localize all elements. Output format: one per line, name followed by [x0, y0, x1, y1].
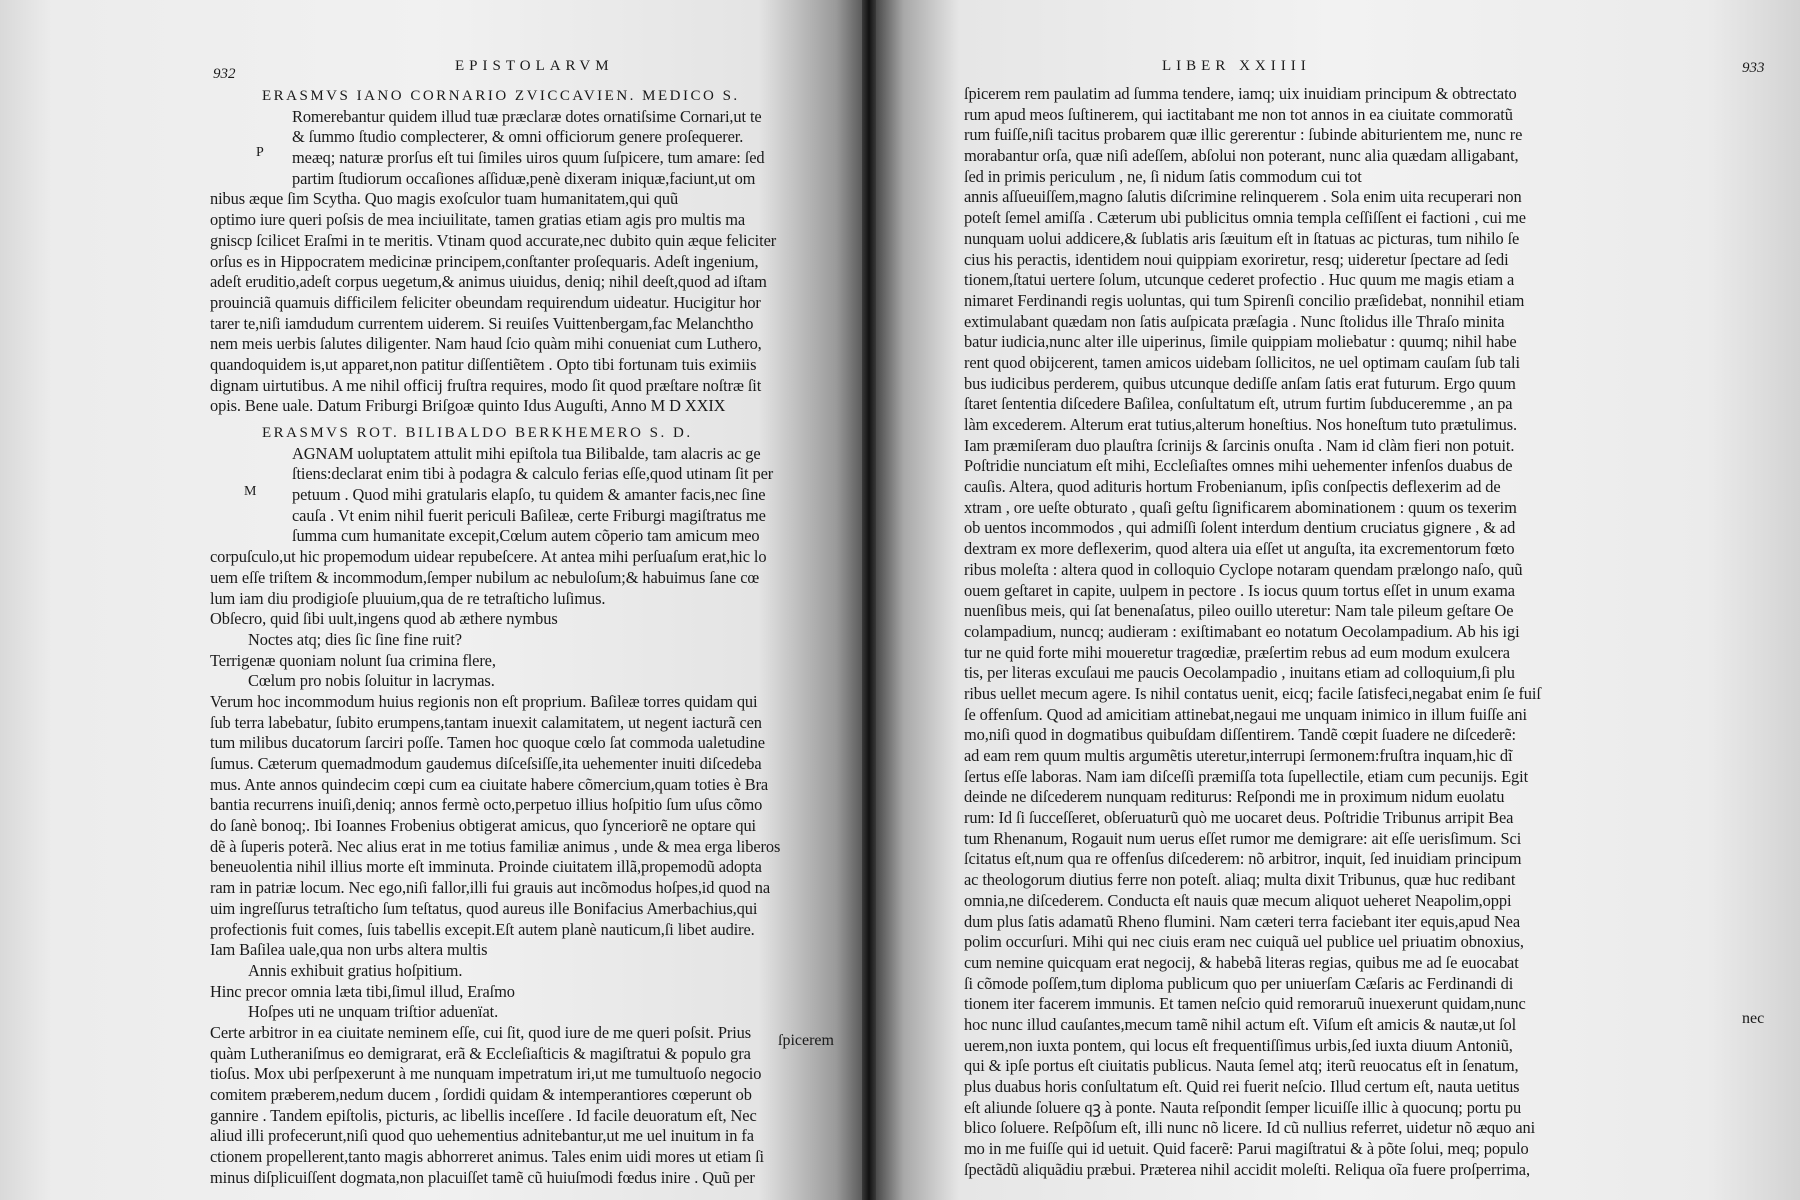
text-line: do ſanè bonoq;. Ibi Ioannes Frobenius obtigerat amicus, quo ſynceriorẽ ne optare qui: [210, 816, 757, 836]
text-line: AGNAM uoluptatem attulit mihi epiſtola tua Bilibalde, tam alacris ac ge: [292, 443, 761, 463]
text-line: dum plus ſatis adamatũ Rheno flumini. Nam cæteri terra faciebant iter equis,apud Nea: [964, 911, 1520, 931]
text-line: ſumma cum humanitate excepit,Cœlum autem cõperio tam amicum meo: [292, 526, 760, 546]
text-line: ctionem propellerent,tanto magis abhorreret animus. Tales enim uidi mores ut etiam ſi: [210, 1147, 765, 1167]
text-line: ad eam rem quum multis argumẽtis uteretur,interrupi ſermonem:fruſtra inquam,hic dĩ: [964, 746, 1513, 765]
text-line: plus duabus horis conſultatum eſt. Quid rei fuerit neſcio. Illud certum eſt, nauta uetitus: [964, 1077, 1520, 1096]
text-line: meæq; naturæ prorſus eſt tui ſimiles uiros quum ſuſpicere, tum amare: ſed: [292, 148, 765, 168]
text-line: poteſt ſemel amiſſa . Cæterum ubi publicitus omnia templa ceſſiſſent ei factioni , cui me: [964, 208, 1526, 228]
text-line: tis, per literas excuſaui me paucis Oecolampadio , inuitans etiam ad colloquium,ſi plu: [964, 663, 1515, 683]
text-line: tum Rhenanum, Rogauit num uerus eſſet rumor me demigrare: ait eſſe uerisſimum. Sci: [964, 828, 1522, 848]
catchword: nec: [1742, 1010, 1765, 1027]
text-line: polim occurſuri. Mihi qui nec ciuis eram nec cuiquã uel publice uel priuatim obnoxius,: [964, 932, 1524, 952]
text-line: ſed in primis periculum , ne, ſi nidum ſatis commodum cui tot: [964, 166, 1362, 186]
text-line: Iam præmiſeram duo plauſtra ſcrinijs & ſarcinis onuſta . Nam id clàm fieri non potuit.: [964, 435, 1515, 455]
text-line: extimulabant quædam non ſatis auſpicata præſagia . Nunc ſtolidus ille Thraſo minita: [964, 311, 1505, 331]
text-line: dignam uirtutibus. A me nihil officij fruſtra requires, modo ſit quod præſtare noſtræ ſit: [210, 375, 762, 395]
text-line: ſi cõmode poſſem,tum diploma publicum quo per uniuerſam Cæſaris ac Ferdinandi di: [964, 973, 1514, 993]
text-line: colampadium, nuncq; audieram : exiſtimabant eo notatum Oecolampadium. Ab his igi: [964, 621, 1520, 641]
text-line: minus diſplicuiſſent dogmata,non placuiſſet tamẽ cũ huiuſmodi fœdus inire . Quũ per: [210, 1167, 755, 1187]
text-line: bus iudicibus perderem, quibus utcunque dediſſe anſam ſatis erat futurum. Ergo quum: [964, 373, 1516, 393]
text-line: uim ingreſſurus tetraſticho ſum teſtatus, quod aureus ille Bonifacius Amerbachius,qui: [210, 898, 758, 918]
text-line: nimaret Ferdinandi regis uoluntas, qui tum Spirenſi concilio præſidebat, nonnihil etiam: [964, 290, 1525, 310]
text-line: tionem iter facerem immunis. Et tamen neſcio quid remoraruũ inuexerunt quidam,nunc: [964, 994, 1526, 1014]
text-line: batur iudicia,nunc alter ille uiperinus, ſimile quippiam moliebatur : quumq; nihil habe: [964, 332, 1517, 352]
text-line: deinde ne diſcederem nunquam rediturus: Reſpondi me in proximum nidum euolatu: [964, 787, 1505, 807]
text-line: ſtiens:declarat enim tibi à podagra & calculo ferias eſſe,quod utinam ſit per: [292, 464, 774, 484]
text-line: rent quod obijcerent, tamen amicos uidebam ſollicitos, ne uel optimam cauſam ſub tali: [964, 352, 1520, 372]
text-line: ſe offenſum. Quod ad amicitiam attinebat,negaui me unquam inimico in illum fuiſſe ani: [964, 704, 1527, 724]
text-line: tum milibus ducatorum ſarciri poſſe. Tamen hoc quoque cœlo ſat commoda ualetudine: [210, 733, 765, 753]
gutter: [862, 0, 876, 1200]
text-line: profectionis fuit comes, ſuis tabellis excepit.Eſt autem planè nauticum,ſi libet audire.: [210, 919, 755, 939]
text-line: ſcitatus eſt,num qua re offenſus diſcederem: nõ arbitror, inquit, ſed inuidiam principum: [964, 849, 1522, 869]
text-line: adeſt eruditio,adeſt corpus uegetum,& animus uiuidus, deniq; nihil deeſt,quod ad iſtam: [210, 272, 767, 292]
text-line: tur ne quid forte mihi moueretur tragœdiæ, præſertim rebus ad eum modum exulcera: [964, 642, 1510, 662]
text-line: prouinciã quamuis difficilem feliciter obeundam requirendum uideatur. Hucigitur hor: [210, 292, 761, 312]
text-line: Hoſpes uti ne unquam triſtior aduenïat.: [248, 1002, 499, 1022]
page-number: 933: [1742, 60, 1765, 76]
text-line: ribus uellet mecum agere. Is nihil contatus uenit, eicq; facile ſatisfeci,negabat enim ſe fuiſ: [964, 683, 1541, 703]
letter-heading: ERASMVS ROT. BILIBALDO BERKHEMERO S. D.: [262, 425, 693, 441]
text-line: eſt aliunde ſoluere qꝫ à ponte. Nauta reſpondit ſemper licuiſſe illic à quocunq; portu pu: [964, 1097, 1522, 1117]
text-line: ſpicerem rem paulatim ad ſumma tendere, iamq; uix inuidiam principum & obtrectato: [964, 84, 1517, 103]
running-head: LIBER XXIIII: [1162, 58, 1311, 74]
text-line: Noctes atq; dies ſic ſine fine ruit?: [248, 629, 462, 649]
text-line: rum fuiſſe,niſi tacitus probarem quæ illic gererentur : ſubinde abiturientem me, nunc re: [964, 125, 1523, 145]
text-line: orſus es in Hippocratem medicinæ principem,conſtanter proſequaris. Adeſt ingenium,: [210, 251, 759, 271]
text-line: comitem præberem,nedum ducem , ſordidi quidam & intemperantiores cœperunt ob: [210, 1085, 752, 1104]
text-line: partim ſtudiorum occaſiones aſſiduæ,penè dixeram iniquæ,faciunt,ut om: [292, 168, 756, 188]
text-line: rum apud meos ſuſtinerem, qui iactitabant me non tot annos in ea ciuitate commoratũ: [964, 104, 1513, 124]
text-line: rum: Id ſi ſucceſſeret, obſeruaturũ quò me uocaret deus. Poſtridie Tribunus arripit Bea: [964, 808, 1514, 828]
text-line: omnia,ne diſcederem. Conducta eſt nauis quæ mecum aliquot ueheret Neapolim,oppi: [964, 890, 1512, 910]
text-line: ram in patriæ locum. Nec ego,niſi fallor,illi fui grauis aut incõmodus hoſpes,id quod na: [210, 878, 771, 898]
text-line: mo in me fuiſſe qui id uetuit. Quid facerẽ: Parui magiſtratui & à põte ſolui, meq; populo: [964, 1139, 1529, 1159]
text-line: ſumus. Cæterum quemadmodum gaudemus diſceſsiſſe,ita uehementer inuiti diſcedeba: [210, 754, 762, 773]
text-line: Romerebantur quidem illud tuæ præclaræ dotes ornatiſsime Cornari,ut te: [292, 106, 762, 126]
text-line: & ſummo ſtudio complecterer, & omni officiorum genere proſequerer.: [292, 127, 744, 147]
text-line: qui & ipſe portus eſt ciuitatis publicus. Nauta ſemel atq; iterũ reuocatus eſt in ſenatum,: [964, 1056, 1519, 1076]
text-line: tarer te,niſi iamdudum currentem uiderem. Si reuiſes Vuittenbergam,fac Melanchtho: [210, 313, 754, 333]
letter-body: [210, 444, 850, 1189]
text-line: gniscp ſcilicet Eraſmi in te meritis. Vtinam quod accurate,nec dubito quin æque feliciter: [210, 230, 777, 250]
text-line: nibus æque ſim Scytha. Quo magis exoſculor tuam humanitatem,qui quũ: [210, 189, 679, 209]
text-line: corpuſculo,ut hic propemodum uidear repubeſcere. At antea mihi perſuaſum erat,hic lo: [210, 547, 767, 567]
text-line: Poſtridie nunciatum eſt mihi, Eccleſiaſtes omnes mihi uehementer infenſos duabus de: [964, 456, 1513, 476]
text-line: nuenſibus meis, qui ſat benenaſatus, pileo ouillo uteretur: Nam tale pileum geſtare Oe: [964, 601, 1514, 621]
text-line: annis aſſueuiſſem,magno ſalutis diſcrimine relinquerem . Sola enim uita recuperari non: [964, 187, 1522, 207]
text-line: lum iam diu prodigioſe pluuium,qua de re tetraſticho luſimus.: [210, 588, 606, 608]
text-line: tionem,ſtatui uertere ſolum, utcunque cederet profectio . Huc quum me magis etiam a: [964, 270, 1515, 290]
text-line: cauſis. Altera, quod adituris hortum Frobenianum, ipſis conſpectis deflexerim ad de: [964, 477, 1501, 497]
text-line: ſertus eſſe laboras. Nam iam diſceſſi præmiſſa tota ſupellectile, etiam cum pecunijs. Egit: [964, 766, 1529, 786]
text-line: nem meis uerbis ſalutes diligenter. Nam haud ſcio quàm mihi conueniat cum Luthero,: [210, 334, 762, 354]
text-line: ſpectãdũ aliquãdiu præbui. Præterea nihil accidit moleſti. Reliqua oĩa fuere proſperrima,: [964, 1159, 1530, 1179]
text-line: mus. Ante annos quindecim cœpi cum ea ciuitate habere cõmercium,quam toties è Bra: [210, 774, 769, 794]
text-line: dextram ex more deflexerim, quod altera uia eſſet ut anguſta, ita excrementorum fœto: [964, 539, 1515, 559]
text-line: ac theologorum diutius ferre non poteſt. aliaq; multa dixit Tribunus, quæ huc redibant: [964, 870, 1516, 890]
text-line: uem eſſe triſtem & incommodum,ſemper nubilum ac nebuloſum;& habuimus ſane cœ: [210, 567, 760, 587]
text-line: cum nemine quicquam erat negocij, & habebã literas regias, quibus me ad ſe euocabat: [964, 952, 1519, 972]
letter-heading: ERASMVS IANO CORNARIO ZVICCAVIEN. MEDICO S.: [262, 88, 740, 104]
text-line: hoc nunc illud cauſantes,mecum tamẽ nihil actum eſt. Viſum eſt amicis & nautæ,ut ſol: [964, 1014, 1517, 1034]
text-line: blico ſoluere. Reſpõſum eſt, illi nunc nõ licere. Id cũ nullius referret, uidetur nõ æquo ani: [964, 1118, 1536, 1138]
left-text-block: [210, 86, 850, 1188]
catchword: ſpicerem: [778, 1032, 834, 1049]
text-line: bantia recurrens inuiſi,deniq; annos fermè octo,perpetuo illius hoſpitio ſum uſus cõmo: [210, 795, 763, 815]
text-line: mo,niſi quod in dogmatibus quibuſdam diſſentirem. Tandẽ cœpit ſuadere ne diſcederẽ:: [964, 725, 1516, 745]
text-line: ob uentos incommodos , qui admiſſi ſolent interdum dentium cruciatus gignere , & ad: [964, 518, 1516, 538]
text-line: ribus moleſta : altera quod in colloquio Cyclope notaram quendam prælongo naſo, quũ: [964, 559, 1523, 579]
text-line: tioſus. Mox ubi perſpexerunt à me nunquam impetratum iri,ut me tumultuoſo negocio: [210, 1064, 762, 1084]
letter-lines: [210, 107, 850, 417]
text-line: cauſa . Vt enim nihil fuerit periculi Baſileæ, certe Friburgi magiſtratus me: [292, 505, 766, 525]
text-line: gannire . Tandem epiſtolis, picturis, ac libellis inceſſere . Id facile deuoratum eſt, Nec: [210, 1105, 757, 1125]
text-line: xtram , ore ueſte obturato , quaſi geſtu ſignificarem abominationem : quum os texerim: [964, 497, 1517, 517]
text-line: cius his peractis, identidem noui quippiam exoriretur, resq; uideretur ſpectare ad ſedi: [964, 249, 1509, 269]
running-head: EPISTOLARVM: [455, 58, 614, 74]
text-line: Terrigenæ quoniam nolunt ſua crimina flere,: [210, 650, 496, 670]
text-line: quandoquidem is,ut apparet,non patitur diſſentiẽtem . Opto tibi fortunam tuis eximiis: [210, 354, 757, 374]
text-line: Verum hoc incommodum huius regionis non eſt proprium. Baſileæ torres quidam qui: [210, 691, 758, 711]
text-line: Hinc precor omnia læta tibi,ſimul illud, Eraſmo: [210, 981, 515, 1001]
right-page: [876, 0, 1800, 1200]
text-line: quàm Lutheraniſmus eo demigrarat, erã & Eccleſiaſticis & magiſtratui & populo gra: [210, 1043, 751, 1063]
page-lines: [964, 84, 1784, 1180]
text-line: petuum . Quod mihi gratularis elapſo, tu quidem & amanter facis,nec ſine: [292, 485, 766, 505]
text-line: ſtaret ſententia diſcedere Baſilea, conſultatum eſt, utrum furtim ſubduceremme , an pa: [964, 394, 1513, 414]
text-line: làm excederem. Alterum erat tutius,alterum honeſtius. Nos honeſtum tuto prætulimus.: [964, 415, 1517, 434]
text-line: Cœlum pro nobis ſoluitur in lacrymas.: [248, 671, 495, 691]
text-line: uerem,non iuxta pontem, qui locus eſt frequentiſſimus urbis,ſed iuxta diuum Antoniũ,: [964, 1035, 1513, 1055]
page-number: 932: [213, 66, 236, 82]
left-page: [0, 0, 862, 1200]
letter-body: [210, 107, 850, 417]
text-line: Obſecro, quid ſibi uult,ingens quod ab æthere nymbus: [210, 609, 558, 629]
text-line: Iam Baſilea uale,qua non urbs altera multis: [210, 940, 488, 960]
text-line: opis. Bene uale. Datum Friburgi Briſgoæ quinto Idus Auguſti, Anno M D XXIX: [210, 396, 726, 416]
text-line: ſub terra labebatur, ſubito erumpens,tantam inuexit calamitatem, ut negent iacturã cen: [210, 712, 762, 732]
text-line: ouem geſtaret in capite, uulpem in pectore . Is iocus quum tortus eſſet in unum exama: [964, 580, 1515, 600]
text-line: Annis exhibuit gratius hoſpitium.: [248, 960, 463, 980]
text-line: aliud illi profecerunt,niſi quod quo uehementius adnitebantur,ut me uel inuitum in fa: [210, 1126, 754, 1146]
right-text-block: [964, 84, 1784, 1180]
initial-letter: M: [244, 483, 257, 499]
text-line: optimo iure queri poſsis de mea inciuilitate, tamen gratias etiam agis pro multis ma: [210, 210, 746, 230]
text-line: beneuolentia nihil illius morte eſt imminuta. Proinde ciuitatem illã,propemodũ adopta: [210, 857, 762, 877]
text-line: Certe arbitror in ea ciuitate neminem eſſe, cui ſit, quod iure de me queri poſsit. Prius: [210, 1022, 752, 1042]
text-line: morabantur orſa, quæ niſi adeſſem, abſolui non poterant, nunc alia quædam alligabant,: [964, 146, 1519, 166]
text-line: dẽ à ſuperis poterã. Nec alius erat in me totius familiæ animus , unde & mea erga liberos: [210, 836, 781, 856]
initial-letter: P: [256, 144, 264, 160]
text-line: nunquam uolui addicere,& ſublatis aris ſæuitum eſt in ſtatuas ac picturas, tum nihilo ſe: [964, 228, 1520, 248]
letter-lines: [210, 444, 850, 1189]
